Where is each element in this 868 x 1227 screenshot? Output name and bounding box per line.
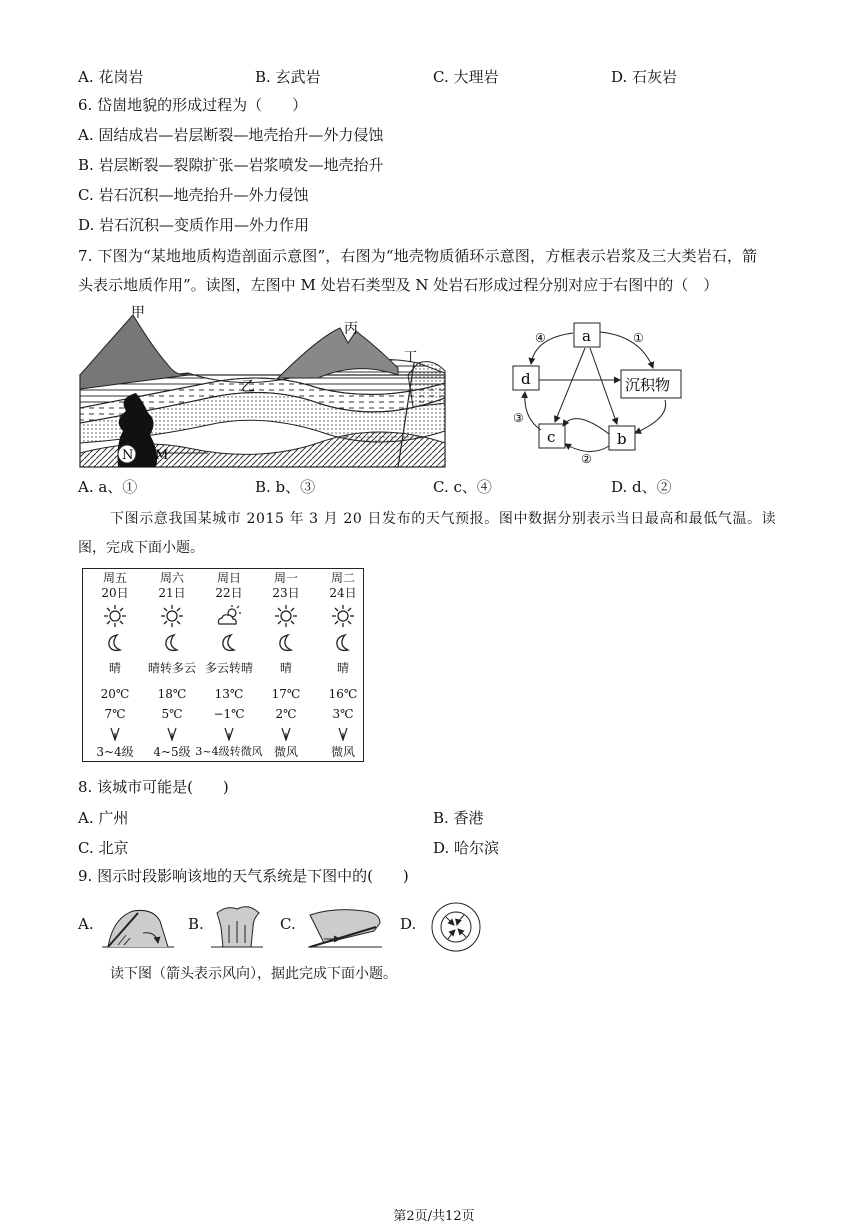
q8-option-c: C. 北京 [78, 839, 129, 857]
label-n: N [122, 448, 134, 463]
q8-stem: 8. 该城市可能是( ) [78, 778, 229, 796]
weather-wind: 微风 [273, 745, 298, 759]
label-yi: 乙 [241, 379, 255, 395]
sun-icon [315, 605, 371, 630]
q6-option-d: D. 岩石沉积—变质作用—外力作用 [78, 216, 310, 234]
arrow-label-2: ② [581, 452, 592, 466]
q9-option-a: A. [78, 915, 94, 933]
q6-stem: 6. 岱崮地貌的形成过程为（ ） [78, 96, 308, 114]
weather-date: 24日 [329, 586, 357, 600]
weather-high-temp: 20℃ [100, 687, 130, 701]
q9-option-c: C. [280, 915, 296, 933]
weather-date: 20日 [101, 586, 129, 600]
arrow-label-1: ① [633, 331, 644, 345]
weather-date: 21日 [158, 586, 186, 600]
label-jia: 甲 [131, 305, 145, 321]
convective-cloud-diagram [207, 903, 267, 951]
moon-icon [87, 633, 143, 656]
sun-icon [258, 605, 314, 630]
weather-wind: 3~4级转微风 [195, 745, 263, 758]
weather-high-temp: 16℃ [328, 687, 358, 701]
wind-direction-icon [201, 727, 257, 744]
q6-option-b: B. 岩层断裂—裂隙扩张—岩浆喷发—地壳抬升 [78, 156, 384, 174]
page-footer: 第2页/共12页 [393, 1209, 475, 1224]
rock-cycle-diagram [505, 318, 690, 466]
q9-option-b: B. [188, 915, 204, 933]
weather-day-name: 周一 [273, 571, 298, 585]
partly-cloudy-icon [201, 605, 257, 630]
geologic-cross-section-diagram [78, 303, 448, 471]
weather-day-name: 周六 [159, 571, 184, 585]
weather-low-temp: 3℃ [332, 707, 354, 721]
q5-option-d: D. 石灰岩 [611, 68, 678, 86]
q8-option-d: D. 哈尔滨 [433, 839, 500, 857]
cold-front-diagram [98, 903, 178, 951]
weather-high-temp: 17℃ [271, 687, 301, 701]
q7-option-d: D. d、② [611, 478, 672, 496]
weather-intro-line2: 图，完成下面小题。 [78, 540, 204, 556]
q8-option-b: B. 香港 [433, 809, 484, 827]
weather-day-name: 周日 [216, 571, 241, 585]
arrow-label-3: ③ [513, 411, 524, 425]
weather-low-temp: 2℃ [275, 707, 297, 721]
box-d: d [521, 370, 531, 388]
weather-high-temp: 13℃ [214, 687, 244, 701]
weather-desc: 晴 [336, 661, 349, 675]
q9-option-d: D. [400, 915, 417, 933]
weather-date: 22日 [215, 586, 243, 600]
moon-icon [144, 633, 200, 656]
q7-option-a: A. a、① [78, 478, 138, 496]
q7-option-c: C. c、④ [433, 478, 492, 496]
q7-stem-line2: 头表示地质作用”。读图，左图中 M 处岩石类型及 N 处岩石形成过程分别对应于右图中的（ ） [78, 276, 719, 294]
q7-option-b: B. b、③ [255, 478, 316, 496]
box-c: c [547, 428, 556, 446]
wind-direction-icon [315, 727, 371, 744]
weather-low-temp: 5℃ [161, 707, 183, 721]
wind-intro: 读下图（箭头表示风向），据此完成下面小题。 [110, 966, 397, 982]
arrow-label-4: ④ [535, 331, 546, 345]
weather-wind: 3~4级 [96, 745, 134, 759]
weather-low-temp: 7℃ [104, 707, 126, 721]
q9-stem: 9. 图示时段影响该地的天气系统是下图中的( ) [78, 867, 409, 885]
weather-desc: 多云转晴 [204, 661, 253, 675]
q5-option-c: C. 大理岩 [433, 68, 499, 86]
weather-day-name: 周二 [330, 571, 355, 585]
q6-option-a: A. 固结成岩—岩层断裂—地壳抬升—外力侵蚀 [78, 126, 384, 144]
box-sediment: 沉积物 [625, 376, 671, 394]
label-ding: 丁 [404, 350, 418, 365]
sun-icon [87, 605, 143, 630]
label-m: M [155, 448, 169, 463]
box-a: a [582, 327, 591, 345]
sun-icon [144, 605, 200, 630]
wind-direction-icon [87, 727, 143, 744]
weather-desc: 晴 [108, 661, 121, 675]
box-b: b [617, 430, 627, 448]
weather-wind: 微风 [330, 745, 355, 759]
weather-forecast-table [82, 568, 364, 762]
weather-low-temp: −1℃ [213, 707, 245, 721]
weather-day-name: 周五 [102, 571, 127, 585]
weather-desc: 晴 [279, 661, 292, 675]
q5-option-a: A. 花岗岩 [78, 68, 144, 86]
weather-desc: 晴转多云 [147, 661, 196, 675]
q5-option-b: B. 玄武岩 [255, 68, 321, 86]
weather-wind: 4~5级 [153, 745, 191, 759]
weather-intro-line1: 下图示意我国某城市 2015 年 3 月 20 日发布的天气预报。图中数据分别表示当日最高和最低气温。读 [110, 511, 777, 527]
q7-stem-line1: 7. 下图为“某地地质构造剖面示意图”，右图为“地壳物质循环示意图，方框表示岩浆及三大类岩石，箭 [78, 247, 758, 265]
moon-icon [258, 633, 314, 656]
weather-date: 23日 [272, 586, 300, 600]
moon-icon [201, 633, 257, 656]
wind-direction-icon [144, 727, 200, 744]
moon-icon [315, 633, 371, 656]
wind-direction-icon [258, 727, 314, 744]
warm-front-diagram [304, 903, 386, 951]
label-bing: 丙 [344, 321, 358, 337]
q6-option-c: C. 岩石沉积—地壳抬升—外力侵蚀 [78, 186, 309, 204]
cyclone-diagram [428, 901, 484, 953]
q8-option-a: A. 广州 [78, 809, 129, 827]
weather-high-temp: 18℃ [157, 687, 187, 701]
